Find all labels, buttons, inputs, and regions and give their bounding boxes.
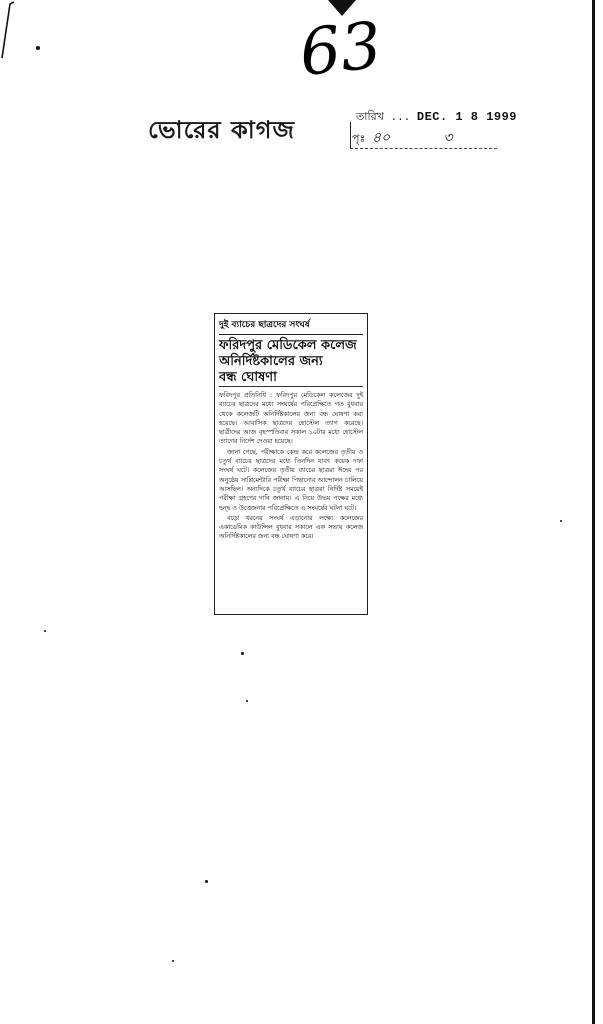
clipping-headline-line: ফরিদপুর মেডিকেল কলেজ (219, 338, 357, 353)
news-clipping (214, 313, 368, 615)
date-stamp (350, 106, 518, 148)
scan-speck (205, 880, 208, 883)
stamp-column-value: ৩ (443, 130, 453, 146)
clipping-strap-headline: দুই ব্যাচের ছাত্রদের সংঘর্ষ (219, 317, 363, 335)
stamp-page-row (352, 126, 452, 150)
scan-speck (172, 960, 174, 962)
clipping-headline-line: বন্ধ ঘোষণা (219, 370, 363, 387)
clipping-paragraph: ফরিদপুর প্রতিনিধি : ফরিদপুর মেডিকেল কলেজের দুই ব্যাচের ছাত্রদের মধ্যে সংঘর্ষের পরিপ্রেক্ষিতে গত বুধবার থেকে কলেজটি অনির্দিষ্টকালের জন্য বন্ধ ঘোষণা করা হয়েছে। আবাসিক ছাত্রদের হোস্টেল ত্যাগ করেছে। ছাত্রীদের আজ বৃহস্পতিবার সকাল ১০টার মধ্যে হোস্টেল ত্যাগের নির্দেশ দেওয়া হয়েছে। (219, 392, 363, 446)
page-edge (592, 0, 595, 1024)
stamp-date-row (356, 108, 517, 127)
handwritten-page-number: 63 (296, 8, 386, 92)
scan-speck (36, 46, 40, 50)
clipping-headline-line: অনির্দিষ্টকালের জন্য (219, 354, 323, 369)
stamp-page-prefix: পৃঃ (352, 134, 366, 146)
clipping-paragraph: বড়ো ধরনের সংঘর্ষ এড়ানোর লক্ষ্যে কলেজের একাডেমিক কাউন্সিল বুধবার সকালে এক সভায় কলেজ অনির্দিষ্টকালের জন্য বন্ধ ঘোষণা করে। (219, 514, 363, 541)
scan-speck (241, 652, 244, 655)
clipping-paragraph: জানা গেছে, পরীক্ষাকে কেন্দ্র করে কলেজের তৃতীয় ও চতুর্থ ব্যাচের ছাত্রদের মধ্যে তিনদিন যাবৎ কয়েক দফা সংঘর্ষ ঘটে। কলেজের তৃতীয় ব্যাচের ছাত্ররা ঈদের পর অনুষ্ঠেয় সাপ্লিমেন্টারি পরীক্ষা পিছানোর আন্দোলন চালিয়ে আসছিল। অন্যদিকে চতুর্থ ব্যাচের ছাত্ররা নির্দিষ্ট সময়েই পরীক্ষা গ্রহণের দাবি জানায়। এ নিয়ে উভয় পক্ষের মধ্যে দ্বন্দ্ব ও উত্তেজনার পরিপ্রেক্ষিতে এ সংঘর্ষের ঘটনা ঘটে। (219, 448, 363, 512)
stamp-date-value: DEC. 1 8 1999 (416, 110, 518, 124)
newspaper-masthead: ভোরের কাগজ (148, 116, 295, 144)
stamp-page-value: ৪০ (371, 130, 391, 146)
scan-speck (44, 630, 46, 632)
stamp-date-prefix: তারিখ ... (356, 112, 411, 124)
scan-speck (246, 700, 248, 702)
scan-corner-mark (0, 0, 18, 60)
scan-speck (560, 520, 562, 522)
